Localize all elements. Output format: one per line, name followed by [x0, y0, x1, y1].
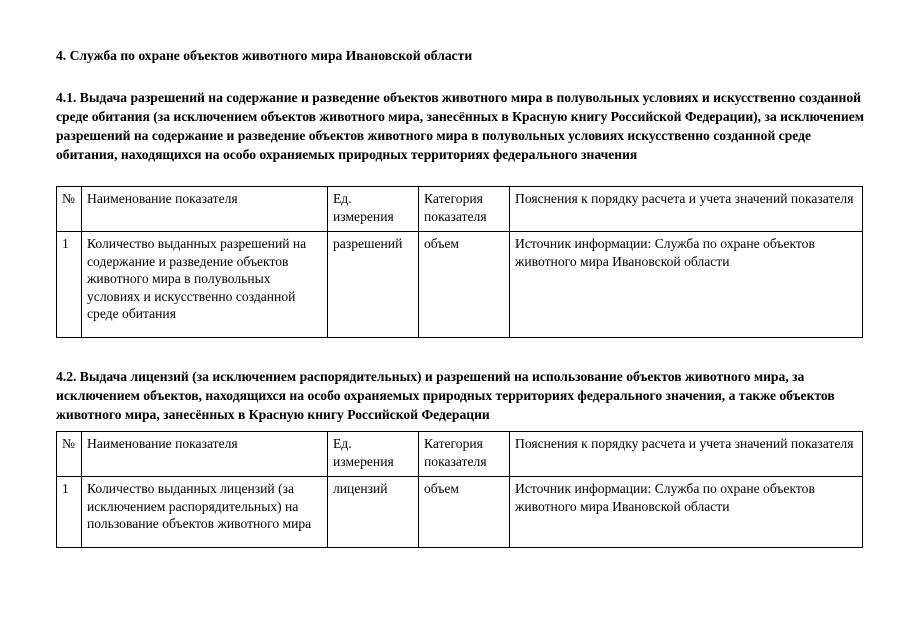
header-unit: Ед. измерения [328, 432, 419, 477]
indicator-table-2 [56, 431, 863, 548]
cell-category: объем [419, 477, 510, 548]
cell-category: объем [419, 232, 510, 338]
header-indicator-name: Наименование показателя [82, 432, 328, 477]
cell-number: 1 [57, 232, 82, 338]
cell-unit: лицензий [328, 477, 419, 548]
cell-unit: разрешений [328, 232, 419, 338]
table-row [57, 477, 863, 548]
header-number: № [57, 432, 82, 477]
section-title: 4. Служба по охране объектов животного мира Ивановской области [56, 48, 473, 63]
header-explanation: Пояснения к порядку расчета и учета значений показателя [510, 432, 863, 477]
subsection-2-title: 4.2. Выдача лицензий (за исключением распорядительных) и разрешений на использование объектов животного мира, за исключением объектов, находящихся на особо охраняемых природных территориях федерального значения, а также объектов животного мира, занесённых в Красную книгу Российской Федерации [56, 369, 835, 422]
table-header-row [57, 187, 863, 232]
table-header-row [57, 432, 863, 477]
header-number: № [57, 187, 82, 232]
cell-indicator-name: Количество выданных разрешений на содержание и разведение объектов животного мира в полувольных условиях и искусственно созданной среде обитания [82, 232, 328, 338]
cell-number: 1 [57, 477, 82, 548]
cell-explanation: Источник информации: Служба по охране объектов животного мира Ивановской области [510, 232, 863, 338]
cell-indicator-name: Количество выданных лицензий (за исключением распорядительных) на пользование объектов животного мира [82, 477, 328, 548]
header-category: Категория показателя [419, 187, 510, 232]
subsection-1-title: 4.1. Выдача разрешений на содержание и разведение объектов животного мира в полувольных условиях и искусственно созданной среде обитания (за исключением объектов животного мира, занесённых в Красную книгу Российской Федерации), за исключением разрешений на содержание и разведение объектов животного мира в полувольных условиях искусственно созданной среде обитания, находящихся на особо охраняемых природных территориях федерального значения [56, 90, 864, 162]
indicator-table-1 [56, 186, 863, 338]
table-row [57, 232, 863, 338]
cell-explanation: Источник информации: Служба по охране объектов животного мира Ивановской области [510, 477, 863, 548]
header-indicator-name: Наименование показателя [82, 187, 328, 232]
header-explanation: Пояснения к порядку расчета и учета значений показателя [510, 187, 863, 232]
header-unit: Ед. измерения [328, 187, 419, 232]
header-category: Категория показателя [419, 432, 510, 477]
